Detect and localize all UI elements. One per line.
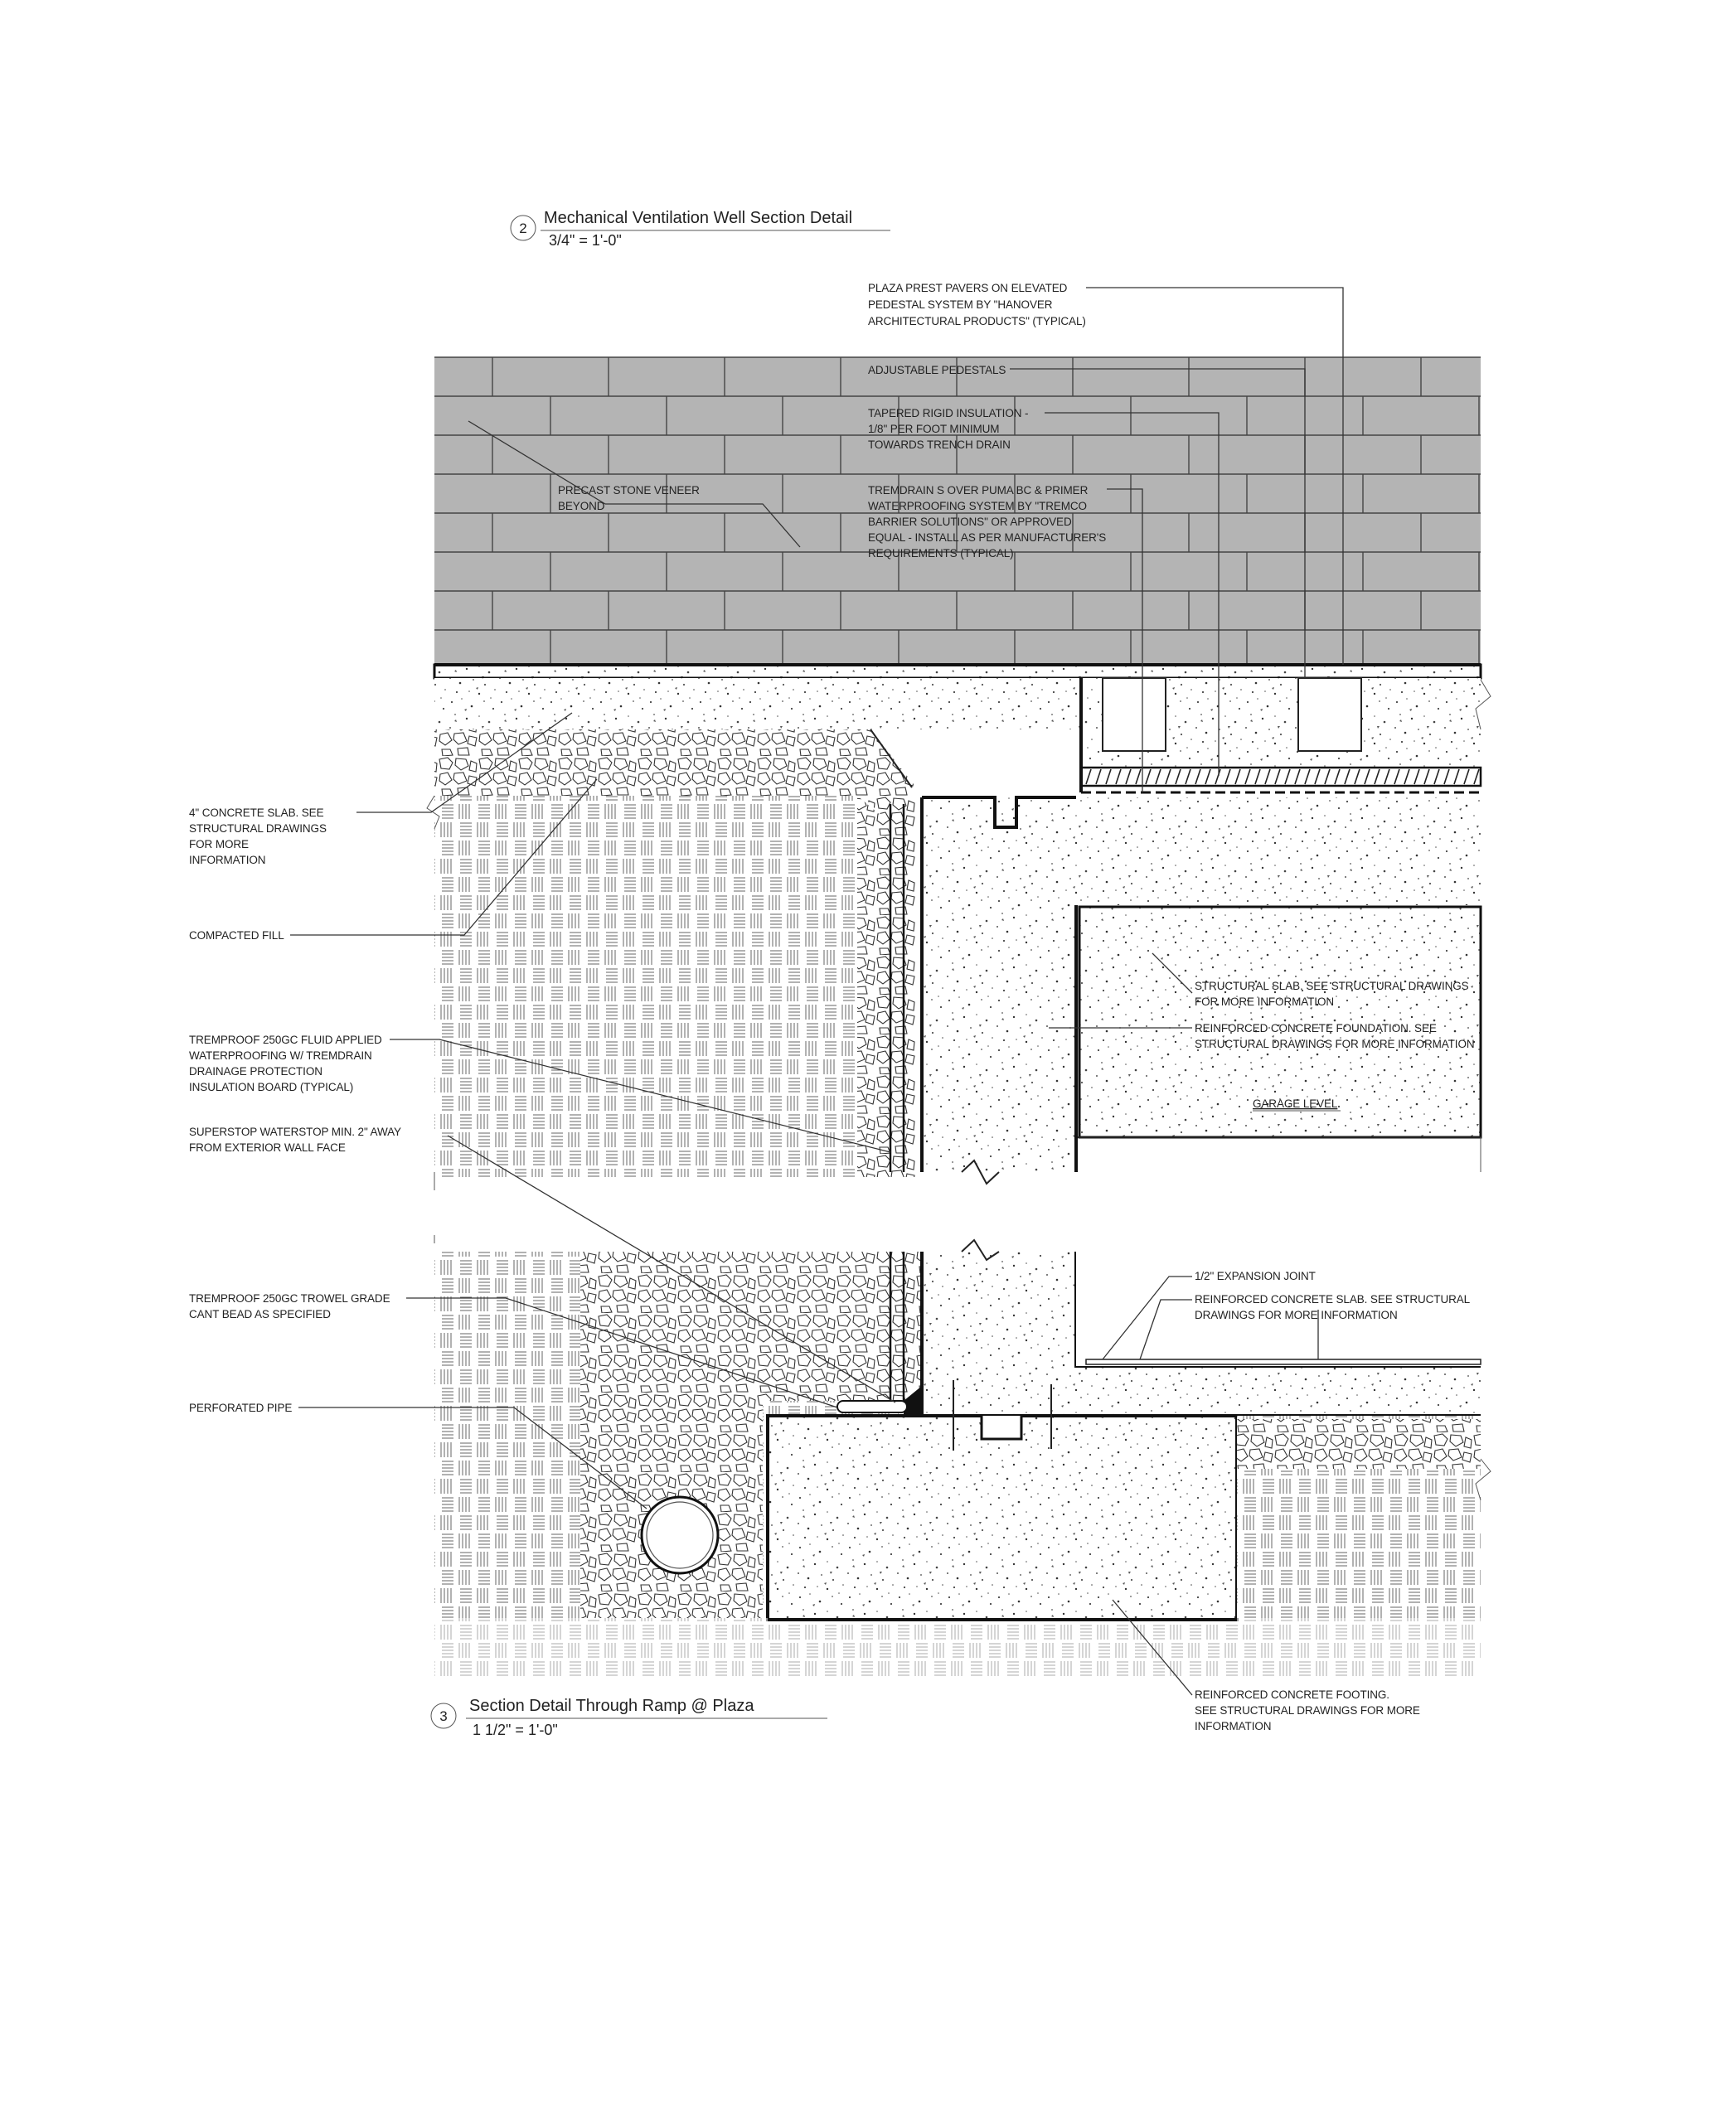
pedestal [1103, 678, 1166, 751]
svg-text:PLAZA PREST PAVERS ON ELEVATED: PLAZA PREST PAVERS ON ELEVATED [868, 282, 1068, 294]
svg-text:STRUCTURAL DRAWINGS: STRUCTURAL DRAWINGS [189, 822, 327, 835]
note-plaza-pavers [868, 282, 1086, 327]
note-adjustable-pedestals: ADJUSTABLE PEDESTALS [868, 364, 1006, 376]
svg-text:INFORMATION: INFORMATION [1195, 1720, 1272, 1732]
upper-section [427, 357, 1491, 1190]
svg-text:EQUAL - INSTALL AS PER MANUFAC: EQUAL - INSTALL AS PER MANUFACTURER'S [868, 531, 1107, 544]
reinforced-concrete-footing [768, 1416, 1237, 1620]
svg-text:DRAWINGS FOR MORE INFORMATION: DRAWINGS FOR MORE INFORMATION [1195, 1309, 1398, 1321]
note-superstop [189, 1126, 401, 1154]
svg-text:STRUCTURAL SLAB. SEE STRUCTURA: STRUCTURAL SLAB. SEE STRUCTURAL DRAWINGS [1195, 980, 1469, 992]
note-cant-bead [189, 1292, 390, 1320]
svg-text:BARRIER SOLUTIONS" OR APPROVED: BARRIER SOLUTIONS" OR APPROVED [868, 516, 1072, 528]
reinforced-concrete-slab [1076, 1368, 1481, 1416]
svg-text:SEE STRUCTURAL DRAWINGS FOR MO: SEE STRUCTURAL DRAWINGS FOR MORE [1195, 1704, 1420, 1717]
svg-text:TREMPROOF 250GC TROWEL GRADE: TREMPROOF 250GC TROWEL GRADE [189, 1292, 390, 1305]
note-perforated-pipe: PERFORATED PIPE [189, 1402, 293, 1414]
svg-text:4" CONCRETE SLAB. SEE: 4" CONCRETE SLAB. SEE [189, 807, 324, 819]
svg-text:TREMPROOF 250GC FLUID APPLIED: TREMPROOF 250GC FLUID APPLIED [189, 1034, 382, 1046]
note-compacted-fill: COMPACTED FILL [189, 929, 284, 942]
detail-2-scale: 3/4" = 1'-0" [549, 232, 622, 249]
structural-slab [1076, 797, 1481, 905]
detail-3-scale: 1 1/2" = 1'-0" [473, 1722, 558, 1738]
detail-3-number: 3 [439, 1708, 448, 1724]
svg-text:REINFORCED CONCRETE SLAB. SEE: REINFORCED CONCRETE SLAB. SEE STRUCTURAL [1195, 1293, 1471, 1306]
perforated-pipe [642, 1497, 718, 1573]
note-expansion-joint: 1/2" EXPANSION JOINT [1195, 1270, 1316, 1282]
concrete-foundation-wall [922, 797, 1076, 1172]
note-garage-level: GARAGE LEVEL [1253, 1097, 1338, 1110]
svg-text:PEDESTAL SYSTEM BY "HANOVER: PEDESTAL SYSTEM BY "HANOVER [868, 298, 1053, 311]
svg-text:TAPERED RIGID INSULATION -: TAPERED RIGID INSULATION - [868, 407, 1029, 419]
svg-text:STRUCTURAL DRAWINGS FOR MORE I: STRUCTURAL DRAWINGS FOR MORE INFORMATION [1195, 1038, 1475, 1050]
svg-text:FOR MORE INFORMATION: FOR MORE INFORMATION [1195, 996, 1334, 1008]
detail-3-title: Section Detail Through Ramp @ Plaza [469, 1697, 754, 1715]
detail-3-title-block [431, 1697, 827, 1738]
svg-text:DRAINAGE PROTECTION: DRAINAGE PROTECTION [189, 1065, 322, 1078]
detail-2-title-block [511, 209, 890, 249]
paver-strip [434, 665, 1481, 678]
note-rc-footing [1195, 1688, 1420, 1732]
svg-text:WATERPROOFING W/ TREMDRAIN: WATERPROOFING W/ TREMDRAIN [189, 1049, 372, 1062]
svg-text:FOR MORE: FOR MORE [189, 838, 249, 850]
svg-text:TREMDRAIN S OVER PUMA BC & PRI: TREMDRAIN S OVER PUMA BC & PRIMER [868, 484, 1089, 497]
svg-text:CANT BEAD AS SPECIFIED: CANT BEAD AS SPECIFIED [189, 1308, 331, 1320]
svg-text:REINFORCED CONCRETE FOOTING.: REINFORCED CONCRETE FOOTING. [1195, 1688, 1389, 1701]
svg-text:ARCHITECTURAL PRODUCTS" (TYPIC: ARCHITECTURAL PRODUCTS" (TYPICAL) [868, 315, 1086, 327]
svg-text:TOWARDS TRENCH DRAIN: TOWARDS TRENCH DRAIN [868, 438, 1011, 451]
concrete-foundation-wall [922, 1252, 1076, 1416]
svg-text:1/8" PER FOOT MINIMUM: 1/8" PER FOOT MINIMUM [868, 423, 1000, 435]
pedestal [1298, 678, 1361, 751]
concrete-slab-4in [434, 678, 1081, 729]
detail-2-title: Mechanical Ventilation Well Section Detail [544, 209, 853, 227]
svg-text:INFORMATION: INFORMATION [189, 854, 266, 866]
svg-text:REINFORCED CONCRETE FOUNDATION: REINFORCED CONCRETE FOUNDATION. SEE [1195, 1022, 1437, 1034]
detail-2-number: 2 [519, 220, 527, 236]
svg-text:FROM EXTERIOR WALL FACE: FROM EXTERIOR WALL FACE [189, 1141, 346, 1154]
expansion-joint-strip [1086, 1359, 1481, 1364]
svg-text:PRECAST STONE VENEER: PRECAST STONE VENEER [558, 484, 700, 497]
note-tremproof-fluid [189, 1034, 382, 1093]
svg-text:REQUIREMENTS (TYPICAL): REQUIREMENTS (TYPICAL) [868, 547, 1014, 560]
note-concrete-slab [189, 807, 327, 866]
svg-text:SUPERSTOP WATERSTOP MIN. 2" AW: SUPERSTOP WATERSTOP MIN. 2" AWAY [189, 1126, 401, 1138]
svg-text:INSULATION BOARD (TYPICAL): INSULATION BOARD (TYPICAL) [189, 1081, 354, 1093]
svg-text:WATERPROOFING SYSTEM BY "TREMC: WATERPROOFING SYSTEM BY "TREMCO [868, 500, 1087, 512]
earth-hatch [434, 796, 857, 1177]
svg-text:BEYOND: BEYOND [558, 500, 605, 512]
